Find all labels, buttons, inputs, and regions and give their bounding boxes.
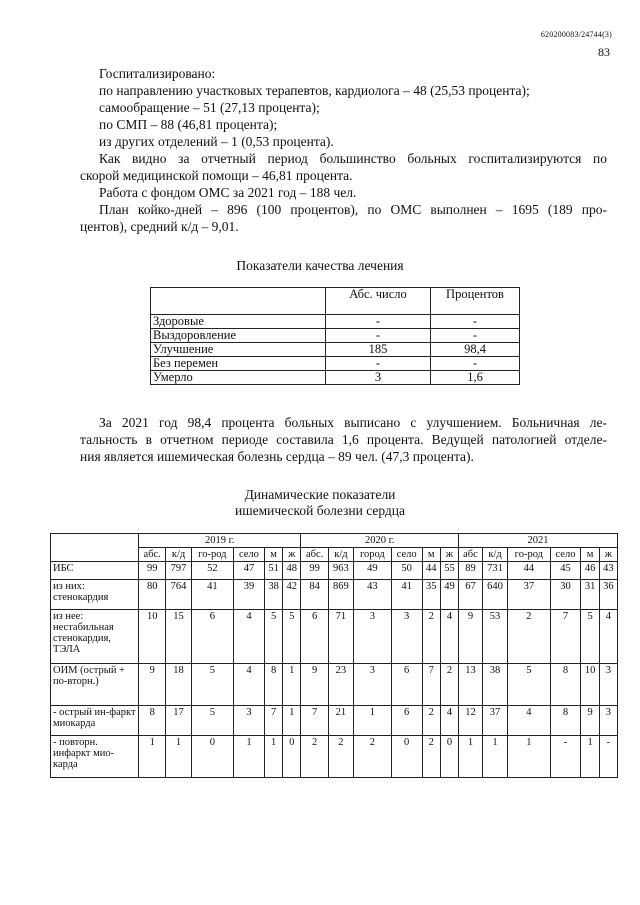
cell: 46 xyxy=(581,562,599,580)
column-subheader: ж xyxy=(440,548,458,562)
cell: 1 xyxy=(354,706,392,736)
cell: - xyxy=(326,315,431,329)
hospitalization-block xyxy=(80,65,607,235)
cell: 2 xyxy=(440,664,458,706)
cell: 4 xyxy=(440,610,458,664)
text-line: Как видно за отчетный период большинство больных госпитализируются по xyxy=(99,151,607,166)
empty-corner-cell xyxy=(51,534,139,562)
cell: 4 xyxy=(508,706,550,736)
table-row xyxy=(151,357,520,371)
cell: 48 xyxy=(283,562,301,580)
cell: 3 xyxy=(391,610,422,664)
column-subheader: го-род xyxy=(191,548,233,562)
column-subheader: село xyxy=(233,548,264,562)
cell: 7 xyxy=(422,664,440,706)
cell: 15 xyxy=(166,610,191,664)
cell: 38 xyxy=(482,664,507,706)
cell: 41 xyxy=(191,580,233,610)
cell: 2 xyxy=(328,736,353,778)
cell: 1 xyxy=(283,664,301,706)
column-subheader: ж xyxy=(599,548,617,562)
cell: 5 xyxy=(508,664,550,706)
cell: 71 xyxy=(328,610,353,664)
column-subheader: го-род xyxy=(508,548,550,562)
cell: 0 xyxy=(191,736,233,778)
row-label: из них: стенокардия xyxy=(51,580,139,610)
cell: 3 xyxy=(599,706,617,736)
cell: 30 xyxy=(550,580,581,610)
cell: 51 xyxy=(264,562,282,580)
cell: 0 xyxy=(391,736,422,778)
cell: 6 xyxy=(391,706,422,736)
cell: 1 xyxy=(459,736,483,778)
cell: - xyxy=(431,357,520,371)
cell: 764 xyxy=(166,580,191,610)
cell: 42 xyxy=(283,580,301,610)
table-row xyxy=(51,580,618,610)
cell: 8 xyxy=(550,706,581,736)
text-line: по направлению участковых терапевтов, кардиолога – 48 (25,53 процента); xyxy=(99,83,530,98)
cell: 1 xyxy=(264,736,282,778)
year-header: 2019 г. xyxy=(139,534,301,548)
column-subheader: абс xyxy=(459,548,483,562)
cell: 47 xyxy=(233,562,264,580)
text-line: ния является ишемическая болезнь сердца – 89 чел. (47,3 процента). xyxy=(80,449,474,464)
cell: 1 xyxy=(508,736,550,778)
summary-paragraph xyxy=(80,414,607,465)
cell: 80 xyxy=(139,580,166,610)
text-line: За 2021 год 98,4 процента больных выписано с улучшением. Больничная ле- xyxy=(99,415,607,430)
cell: 4 xyxy=(440,706,458,736)
cell: 10 xyxy=(581,664,599,706)
column-subheader: село xyxy=(391,548,422,562)
caption-line: Динамические показатели xyxy=(244,487,396,502)
cell: - xyxy=(599,736,617,778)
row-label: ОИМ (острый + по-вторн.) xyxy=(51,664,139,706)
table-row xyxy=(51,562,618,580)
cell: 35 xyxy=(422,580,440,610)
row-label: Без перемен xyxy=(151,357,326,371)
cell: 1 xyxy=(233,736,264,778)
cell: - xyxy=(431,315,520,329)
text-line: тальность в отчетном периоде составила 1,6 процента. Ведущей патологией отделе- xyxy=(80,432,607,447)
cell: 8 xyxy=(550,664,581,706)
cell: 67 xyxy=(459,580,483,610)
cell: 2 xyxy=(354,736,392,778)
cell: 3 xyxy=(354,664,392,706)
cell: 869 xyxy=(328,580,353,610)
column-subheader: абс. xyxy=(139,548,166,562)
row-label: Выздоровление xyxy=(151,329,326,343)
cell: 7 xyxy=(550,610,581,664)
cell: - xyxy=(326,357,431,371)
column-subheader: м xyxy=(422,548,440,562)
cell: 1 xyxy=(581,736,599,778)
year-header: 2020 г. xyxy=(301,534,459,548)
text-line: центов), средний к/д – 9,01. xyxy=(80,219,239,234)
page-number: 83 xyxy=(598,45,610,59)
cell: 7 xyxy=(264,706,282,736)
caption-line: ишемической болезни сердца xyxy=(234,503,405,518)
column-subheader: к/д xyxy=(328,548,353,562)
header-cell: Абс. число xyxy=(326,288,431,315)
cell: 36 xyxy=(599,580,617,610)
cell: 7 xyxy=(301,706,328,736)
row-label: Умерло xyxy=(151,371,326,385)
cell: 38 xyxy=(264,580,282,610)
column-subheader: м xyxy=(264,548,282,562)
text-line: из других отделений – 1 (0,53 процента). xyxy=(99,134,334,149)
cell: 50 xyxy=(391,562,422,580)
cell: 43 xyxy=(599,562,617,580)
cell: 21 xyxy=(328,706,353,736)
cell: 37 xyxy=(482,706,507,736)
cell: 8 xyxy=(264,664,282,706)
cell: 5 xyxy=(264,610,282,664)
cell: 5 xyxy=(581,610,599,664)
cell: 17 xyxy=(166,706,191,736)
cell: 84 xyxy=(301,580,328,610)
cell: 2 xyxy=(422,736,440,778)
text-line: Госпитализировано: xyxy=(99,66,216,81)
cell: 3 xyxy=(354,610,392,664)
cell: 5 xyxy=(283,610,301,664)
cell: 55 xyxy=(440,562,458,580)
column-subheader: ж xyxy=(283,548,301,562)
table-row xyxy=(51,610,618,664)
cell: 43 xyxy=(354,580,392,610)
dynamics-caption xyxy=(0,487,640,519)
column-subheader: город xyxy=(354,548,392,562)
column-subheader: к/д xyxy=(166,548,191,562)
row-label: - повторн. инфаркт мио-карда xyxy=(51,736,139,778)
cell: 0 xyxy=(440,736,458,778)
cell: 5 xyxy=(191,664,233,706)
cell: 98,4 xyxy=(431,343,520,357)
cell: 12 xyxy=(459,706,483,736)
row-label: Улучшение xyxy=(151,343,326,357)
cell: 9 xyxy=(581,706,599,736)
cell: 6 xyxy=(391,664,422,706)
table-row xyxy=(151,343,520,357)
cell: 2 xyxy=(508,610,550,664)
cell: 89 xyxy=(459,562,483,580)
cell: - xyxy=(326,329,431,343)
cell: 3 xyxy=(233,706,264,736)
cell: 2 xyxy=(422,610,440,664)
quality-table-caption: Показатели качества лечения xyxy=(236,258,404,273)
cell: 963 xyxy=(328,562,353,580)
table-row xyxy=(151,329,520,343)
cell: 1 xyxy=(283,706,301,736)
cell: 0 xyxy=(283,736,301,778)
year-header: 2021 xyxy=(459,534,618,548)
text-line: по СМП – 88 (46,81 процента); xyxy=(99,117,278,132)
cell: 2 xyxy=(301,736,328,778)
column-subheader: м xyxy=(581,548,599,562)
cell: 6 xyxy=(301,610,328,664)
cell: 3 xyxy=(599,664,617,706)
cell: 4 xyxy=(233,610,264,664)
text-line: самообращение – 51 (27,13 процента); xyxy=(99,100,320,115)
table-row xyxy=(51,664,618,706)
cell: 1 xyxy=(482,736,507,778)
cell: 49 xyxy=(440,580,458,610)
row-label: из нее: нестабильная стенокардия, ТЭЛА xyxy=(51,610,139,664)
cell: 9 xyxy=(139,664,166,706)
cell: 31 xyxy=(581,580,599,610)
cell: 41 xyxy=(391,580,422,610)
cell: - xyxy=(550,736,581,778)
document-id: 620200083/24744(3) xyxy=(540,30,612,39)
header-cell xyxy=(151,288,326,315)
quality-table xyxy=(150,287,520,385)
cell: 99 xyxy=(301,562,328,580)
cell: 9 xyxy=(301,664,328,706)
cell: 1 xyxy=(139,736,166,778)
cell: 9 xyxy=(459,610,483,664)
cell: 2 xyxy=(422,706,440,736)
cell: 731 xyxy=(482,562,507,580)
row-label: Здоровые xyxy=(151,315,326,329)
cell: 3 xyxy=(326,371,431,385)
cell: 18 xyxy=(166,664,191,706)
cell: 1,6 xyxy=(431,371,520,385)
cell: 4 xyxy=(599,610,617,664)
cell: 8 xyxy=(139,706,166,736)
cell: 45 xyxy=(550,562,581,580)
text-line: скорой медицинской помощи – 46,81 процента. xyxy=(80,168,353,183)
text-line: Работа с фондом ОМС за 2021 год – 188 чел. xyxy=(99,185,357,200)
cell: 52 xyxy=(191,562,233,580)
table-row xyxy=(151,315,520,329)
cell: 185 xyxy=(326,343,431,357)
cell: 797 xyxy=(166,562,191,580)
cell: 10 xyxy=(139,610,166,664)
cell: 6 xyxy=(191,610,233,664)
row-label: - острый ин-фаркт миокарда xyxy=(51,706,139,736)
cell: 640 xyxy=(482,580,507,610)
cell: 1 xyxy=(166,736,191,778)
cell: 44 xyxy=(422,562,440,580)
column-subheader: абс. xyxy=(301,548,328,562)
text-line: План койко-дней – 896 (100 процентов), по ОМС выполнен – 1695 (189 про- xyxy=(99,202,607,217)
cell: 99 xyxy=(139,562,166,580)
table-row xyxy=(151,371,520,385)
cell: 23 xyxy=(328,664,353,706)
cell: 53 xyxy=(482,610,507,664)
cell: 37 xyxy=(508,580,550,610)
row-label: ИБС xyxy=(51,562,139,580)
cell: 4 xyxy=(233,664,264,706)
table-header-row xyxy=(151,288,520,315)
cell: 49 xyxy=(354,562,392,580)
column-subheader: село xyxy=(550,548,581,562)
cell: 5 xyxy=(191,706,233,736)
dynamics-table xyxy=(50,533,618,778)
cell: 39 xyxy=(233,580,264,610)
column-subheader: к/д xyxy=(482,548,507,562)
cell: - xyxy=(431,329,520,343)
header-cell: Процентов xyxy=(431,288,520,315)
cell: 13 xyxy=(459,664,483,706)
table-row xyxy=(51,706,618,736)
table-row xyxy=(51,736,618,778)
cell: 44 xyxy=(508,562,550,580)
year-header-row xyxy=(51,534,618,548)
